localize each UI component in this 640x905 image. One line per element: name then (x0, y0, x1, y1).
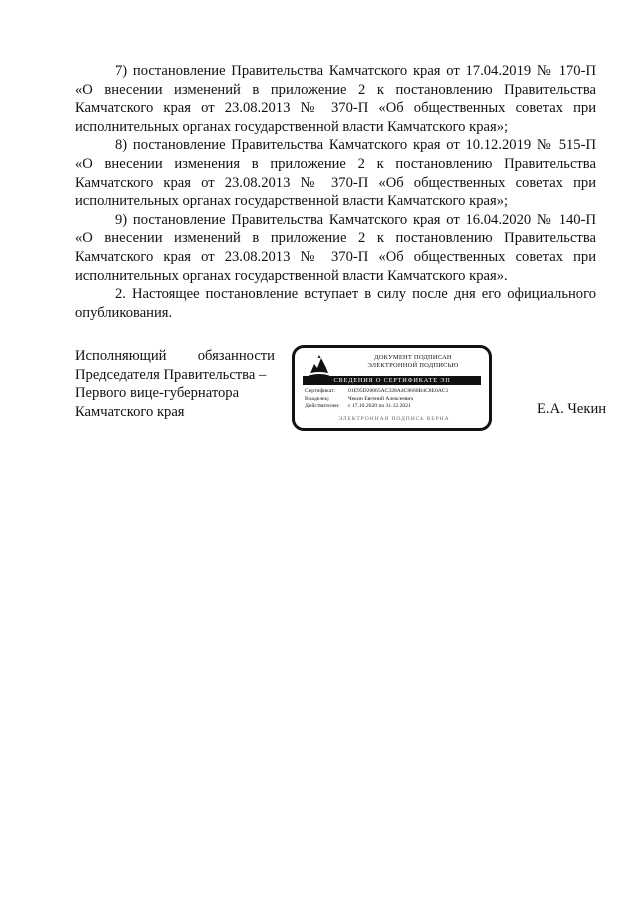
signatory-line-3: Первого вице-губернатора (75, 385, 240, 401)
signatory-line-1a: Исполняющий (75, 348, 167, 364)
signatory-line-2: Председателя Правительства – (75, 366, 267, 383)
list-item-9-text: 9) постановление Правительства Камчатского края от 16.04.2020 № 140-П «О внесении изменений в приложение 2 к постановлению Правительства Камчатского края от 23.08.2013 № 370-П «Об общественных советах при исполнительных органах государственной власти Камчатского края». (75, 211, 596, 284)
stamp-footer: ЭЛЕКТРОННАЯ ПОДПИСЬ ВЕРНА (338, 416, 450, 422)
stamp-details (305, 388, 485, 411)
list-item-8 (75, 136, 596, 210)
stamp-heading-1: ДОКУМЕНТ ПОДПИСАН (374, 354, 452, 361)
stamp-heading-2: ЭЛЕКТРОННОЙ ПОДПИСЬЮ (367, 362, 459, 369)
stamp-cert-label: Сертификат: (305, 388, 336, 394)
stamp-cert-value: 01E95D20065AC328A4C8660B4C8E0AC1 (348, 388, 449, 394)
document-body (75, 62, 596, 322)
stamp-heading (343, 354, 483, 370)
stamp-valid-value: с 17.10.2020 по 31.12.2021 (348, 403, 411, 410)
signatory-title (75, 347, 275, 421)
stamp-valid-label: Действителен: (305, 403, 340, 410)
list-item-7-text: 7) постановление Правительства Камчатского края от 17.04.2019 № 170-П «О внесении изменений в приложение 2 к постановлению Правительства Камчатского края от 23.08.2013 № 370-П «Об общественных советах при исполнительных органах государственной власти Камчатского края»; (75, 63, 596, 135)
signatory-line-4: Камчатского края (75, 403, 185, 420)
clause-2 (75, 285, 596, 322)
stamp-owner-label: Владелец: (305, 395, 330, 402)
list-item-9 (75, 211, 596, 285)
signatory-line-1b: обязанности (197, 348, 275, 364)
stamp-certificate-bar: СВЕДЕНИЯ О СЕРТИФИКАТЕ ЭП (303, 376, 481, 385)
electronic-signature-stamp (292, 345, 492, 431)
list-item-8-text: 8) постановление Правительства Камчатского края от 10.12.2019 № 515-П «О внесении изменения в приложение 2 к постановлению Правительства Камчатского края от 23.08.2013 № 370-П «Об общественных советах при исполнительных органах государственной власти Камчатского края»; (75, 137, 596, 210)
signatory-name: Е.А. Чекин (537, 401, 607, 417)
stamp-owner-value: Чекин Евгений Алексеевич (348, 395, 414, 402)
clause-2-text: 2. Настоящее постановление вступает в силу после дня его официального опубликования. (75, 286, 596, 321)
list-item-7 (75, 62, 596, 136)
